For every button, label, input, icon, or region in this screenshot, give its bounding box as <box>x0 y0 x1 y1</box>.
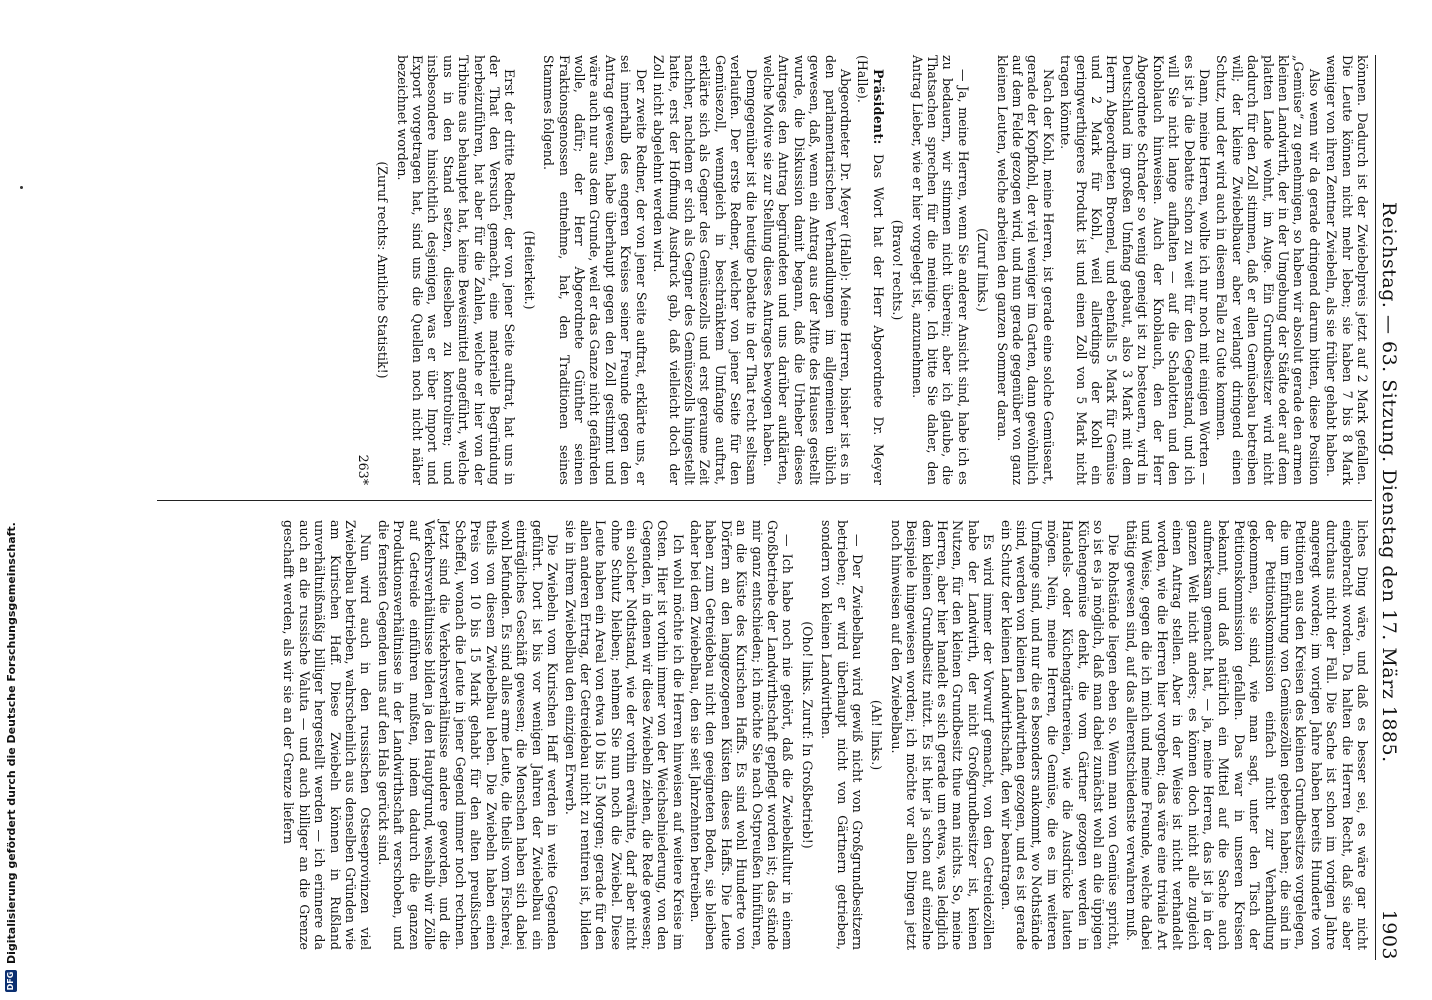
speaker-label: Präsident: <box>870 69 886 155</box>
header-title: Reichstag. — 63. Sitzung. Dienstag den 17. März 1885. <box>1378 201 1400 763</box>
paragraph: Demgegenüber ist die heutige Debatte in der That recht seltsam verlaufen. Der erste Redner, welcher von jener Seite für den Gemüsezoll, wenngleich in beschränktem Umfange auftrat, erklärte sich als Gegner des Gemüsezolls und erst geraume Zeit nachher, nachdem er sich als Gegner des Gemüsezolls hingestellt hatte, erst der Hoffnung Ausdruck gab, daß vielleicht doch der Zoll nicht abgelehnt werden wird. <box>651 55 759 485</box>
paragraph: Erst der dritte Redner, der von jener Seite auftrat, hat uns in der That den Versuch gemacht, eine materielle Begründung herbeizuführen, hat aber für die Zahlen, welche er hier von der Tribüne aus behauptet hat, keine Beweismittel angeführt, welche uns in den Stand setzen, dieselben zu kontroliren; und insbesondere hinsichtlich desjenigen, was er über Import und Export vorgetragen hat, sind uns die Quellen noch nicht näher bezeichnet worden. <box>394 55 518 485</box>
paragraph: Also wenn wir da gerade dringend darum bitten, diese Position „Gemüse“ zu genehmigen, so haben wir absolut gerade den armen kleinen Landwirth, der in der Umgebung der Städte oder auf dem platten Lande wohnt, im Auge. Ein Grundbesitzer wird nicht dadurch für den Zoll stimmen, daß er allen Gemüsebau betreiben will; der kleine Zwiebelbauer aber verlangt dringend einen Schutz, und der wird auch in diesem Falle zu Gute kommen. <box>1214 55 1322 485</box>
paragraph: können. Dadurch ist der Zwiebelpreis jetzt auf 2 Mark gefallen. Die Leute können nicht mehr leben; sie haben 7 bis 8 Mark weniger von ihren Zentner Zwiebeln, als sie früher gehabt haben. <box>1324 55 1370 485</box>
interjection: (Heiterkeit.) <box>521 230 537 310</box>
digitization-note <box>0 0 22 1000</box>
page-header <box>1375 55 1414 960</box>
speaker-text: Das Wort hat der Herr Abgeordnete Dr. Meyer (Halle). <box>855 55 886 485</box>
column-divider <box>157 500 1372 501</box>
paragraph: — Ich habe noch nie gehört, daß die Zwiebelkultur in einem Großbetriebe der Landwirthschaft gepflegt worden ist; das stände mir ganz entschieden; ich möchte Sie nach Ostpreußen hinführen, an die Küste des Kurischen Haffs. Es sind wohl Hunderte von Dörfern an den langgezogenen Küsten dieses Haffs. Die Leute haben zum Getreidebau nicht den geeigneten Boden, sie bleiben daher bei dem Zwiebelbau, den sie seit Jahrzehnten betreiben. <box>687 520 796 950</box>
dfg-logo: DFG <box>6 971 15 991</box>
paragraph: Ich wohl möchte ich die Herren hinweisen auf weitere Kreise im Osten. Hier ist vorhin immer von der Weichselniederung, von den Gegenden, in denen wir diese Zwiebeln ziehen, die Rede gewesen; ein solcher Nothstand, wie der vorhin erwähnte, darf aber nicht ohne Schutz bleiben; nehmen Sie nun noch die Zwiebel. Diese Leute haben ein Areal von etwa 10 bis 15 Morgen; gerade für den allen anderen Ertrag, der Getreidebau nicht zu rentiren ist, bilden sie in ihrem Zwiebelbau den einzigen Erwerb. <box>562 520 686 950</box>
paragraph: Die Rohstände liegen eben so. Wenn man von Gemüse spricht, so ist es ja möglich, daß man dabei zunächst wohl an die üppigen Küchengemüse denkt, die vom Gärtner gezogen werden in Handels- oder Küchengärtnereien, wie die Ausdrücke lauten mögen. Nein, meine Herren, die Gemüse, die es im weiteren Umfange sind, und nur die es besonders ankommt, wo Nothstände sind, werden von kleinen Landwirthen gezogen, und es ist gerade ein Schutz der kleinen Landwirthschaft, den wir beantragen. <box>998 520 1122 950</box>
interjection: (Ah! links.) <box>869 699 885 771</box>
signature-mark: 263* <box>355 454 371 485</box>
speaker-paragraph <box>855 55 886 485</box>
paragraph: Dann, meine Herren, wollte ich nur noch mit einigen Worten — es ist ja die Debatte schon zu weit für den Gegenstand, und ich will Sie nicht lange aufhalten — auf die Schalotten und den Knoblauch hinweisen. Auch der Knoblauch, den der Herr Abgeordnete Schrader so wenig geneigt ist zu besteuern, wird in Deutschland im großen Umfang gebaut, also 3 Mark mit dem Herrn Abgeordneten Broemel, und ebenfalls 5 Mark für Gemüse und 2 Mark für Kohl, weil allerdings der Kohl ein geringwerthigeres Produkt ist und einen Zoll von 5 Mark nicht tragen könnte. <box>1058 55 1212 485</box>
paragraph: — Ja, meine Herren, wenn Sie anderer Ansicht sind, habe ich es zu bedauern, wir stimmen nicht überein; aber ich glaube, die Thatsachen sprechen für die meinige. Ich bitte Sie daher, den Antrag Lieber, wie er hier vorgelegt ist, anzunehmen. <box>909 55 971 485</box>
interjection: (Zuruf rechts: Amtliche Statistik!) <box>375 161 391 379</box>
paragraph: Nun wird auch in den russischen Ostseeprovinzen viel Zwiebelbau betrieben, wahrscheinlich aus denselben Gründen wie am Kurischen Haff. Diese Zwiebeln können in Rußland unverhältnißmäßig billiger hergestellt werden — ich erinnere da auch an die russische Valuta — und auch billiger an die Grenze geschafft werden, als wir sie an der Grenze liefern <box>281 520 374 950</box>
digitization-note-text: Digitalisierung gefördert durch die Deutsche Forschungsgemeinschaft. <box>4 522 18 964</box>
interjection: (Bravo! rechts.) <box>890 219 906 321</box>
paragraph: Abgeordneter Dr. Meyer (Halle): Meine Herren, bisher ist es in den parlamentarischen Verhandlungen im allgemeinen üblich gewesen, daß, wenn ein Antrag aus der Mitte des Hauses gestellt wurde, die Diskussion damit begann, daß die Urheber dieses Antrages den Antrag begründeten und uns darüber aufklärten, welche Motive sie zur Stellung dieses Antrages bewogen haben. <box>760 55 853 485</box>
column-left <box>351 55 1370 485</box>
interjection: (Oho! links. Zuruf: In Großbetrieb!) <box>799 621 815 849</box>
paragraph: Nach der Kohl, meine Herren, ist gerade eine solche Gemüseart, gerade der Kopfkohl, der viel weniger im Garten, dann gewöhnlich auf dem Felde gezogen wird, und nun gerade gegenüber von ganz kleinen Leuten, welche arbeiten den ganzen Sommer daran. <box>994 55 1056 485</box>
paragraph: liches Ding wäre, und daß es besser sei, es wäre gar nicht eingebracht worden. Da halten die Herren Recht, daß sie aber durchaus nicht der Fall. Die Sache ist schon im vorigen Jahre angeregt worden; im vorigen Jahre haben bereits Hunderte von Petitionen aus den Kreisen des kleinen Grundbesitzes vorgelegen, die um Einführung von Gemüsezöllen gebeten haben; die sind in der Petitionskommission einfach nicht zur Verhandlung gekommen, sie sind, wie man sagt, unter den Tisch der Petitionskommission gefallen. Das war in unseren Kreisen bekannt, und daß natürlich ein Mittel auf die Sache auch aufmerksam gemacht hat, — ja, meine Herren, das ist ja in der ganzen Welt nicht anders; es können doch nicht alle zugleich einen Antrag stellen. Aber in der Weise ist nicht verhandelt worden, wie die Herren hier vorgeben; das wäre eine triviale Art und Weise, gegen die ich mich und meine Freunde, welche dabei thätig gewesen sind, auf das allerentschiedenste verwahren muß. <box>1123 520 1370 950</box>
paragraph: — Der Zwiebelbau wird gewiß nicht von Großgrundbesitzern betrieben; er wird überhaupt nicht von Gärtnern getrieben, sondern von kleinen Landwirthen. <box>819 520 865 950</box>
scanned-page <box>102 0 1432 1000</box>
column-right <box>279 520 1370 950</box>
paragraph: Es wird immer der Vorwurf gemacht, von den Getreidezöllen habe der Landwirth, der nicht Großgrundbesitzer ist, keinen Nutzen, für den kleinen Grundbesitz thue man nichts. So, meine Herren, aber hier handelt es sich gerade um etwas, was lediglich dem kleinen Grundbesitz nützt. Es ist hier ja schon auf einzelne Beispiele hingewiesen worden; ich möchte vor allen Dingen jetzt noch hinweisen auf den Zwiebelbau. <box>888 520 997 950</box>
paragraph: Die Zwiebeln vom Kurischen Haff werden in weite Gegenden geführt. Dort ist bis vor wenigen Jahren der Zwiebelbau ein einträgliches Geschäft gewesen; die Menschen haben sich dabei wohl befunden. Es sind alles arme Leute, die theils vom Fischerei, theils von diesem Zwiebelbau leben. Die Zwiebeln haben einen Preis von 10 bis 15 Mark gehabt für den alten preußischen Scheffel, wonach die Leute in jener Gegend immer noch rechnen. Jetzt sind die Verkehrsverhältnisse andere geworden, und die Verkehrsverhältnisse bilden ja den Hauptgrund, weshalb wir Zölle auf Getreide einführen mußten, indem dadurch die ganzen Produktionsverhältnisse in der Landwirthschaft verschoben, und die fernsten Gegenden uns auf den Hals gerückt sind. <box>375 520 561 950</box>
paragraph: Der zweite Redner, der von jener Seite auftrat, erklärte uns, er sei innerhalb des engeren Kreises seiner Freunde gegen den Antrag gewesen, habe überhaupt gegen den Zoll gestimmt und wäre auch nur aus dem Grunde, weil er das Ganze nicht gefährden wolle, dafür; der Herr Abgeordnete Günther seinen Fraktionsgenossen entnehme, hat, den Traditionen seines Stammes folgend. <box>541 55 649 485</box>
page-number: 1903 <box>1378 909 1400 960</box>
interjection: (Zuruf links.) <box>975 228 991 312</box>
